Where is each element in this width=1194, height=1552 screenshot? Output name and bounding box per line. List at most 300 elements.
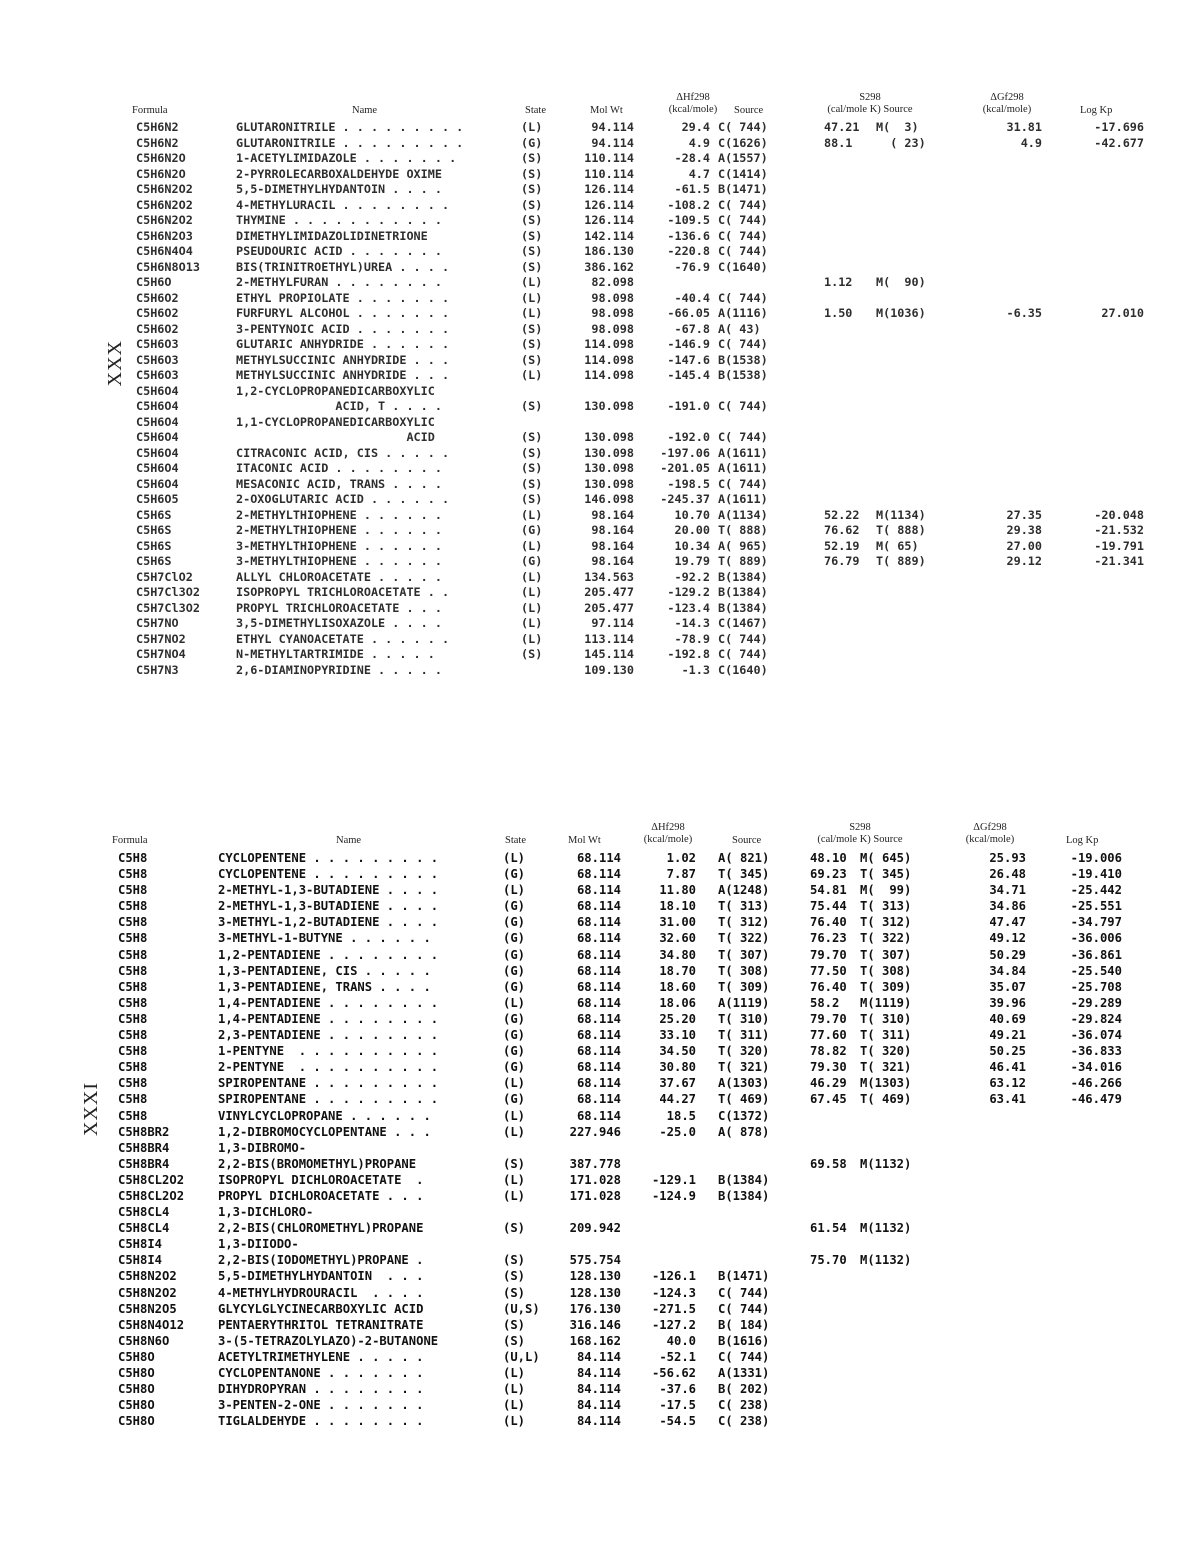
formula-cell: C5H6N2O2 — [136, 182, 193, 196]
mol-wt-cell: 68.114 — [576, 979, 621, 994]
state-cell: (G) — [503, 979, 526, 994]
state-cell: (L) — [521, 368, 543, 382]
state-cell: (L) — [503, 1108, 526, 1123]
formula-cell: C5H8 — [118, 979, 148, 994]
dhf-source-cell: T( 310) — [718, 1011, 770, 1026]
dhf-cell: 18.5 — [666, 1108, 696, 1123]
dhf-source-cell: C( 744) — [718, 647, 768, 661]
mol-wt-cell: 110.114 — [584, 166, 634, 181]
state-cell: (S) — [521, 244, 543, 258]
dhf-source-cell: C(1467) — [718, 616, 768, 630]
mol-wt-cell: 68.114 — [576, 1092, 621, 1107]
entropy-source-cell: T( 345) — [860, 867, 912, 882]
state-cell: (L) — [521, 616, 543, 630]
formula-cell: C5H8O — [118, 1398, 155, 1413]
mol-wt-cell: 205.477 — [584, 600, 634, 615]
formula-cell: C5H6O2 — [136, 321, 179, 336]
dhf-cell: 30.80 — [659, 1060, 696, 1075]
formula-cell: C5H8 — [118, 1108, 148, 1123]
table-header — [100, 808, 1140, 850]
state-cell: (L) — [503, 1382, 526, 1397]
table-row — [120, 244, 1150, 260]
dhf-cell: -67.8 — [674, 321, 710, 336]
formula-cell: C5H7Cl3O2 — [136, 600, 200, 615]
name-cell: 1,1-CYCLOPROPANEDICARBOXYLIC — [236, 414, 435, 429]
state-cell: (S) — [521, 461, 543, 475]
dhf-cell: -17.5 — [659, 1398, 696, 1413]
table-row — [120, 632, 1150, 648]
name-cell: 2-METHYL-1,3-BUTADIENE . . . . — [218, 899, 439, 914]
name-cell: GLUTARONITRILE . . . . . . . . . — [236, 120, 464, 134]
formula-cell: C5H8N4O12 — [118, 1317, 185, 1332]
name-cell: BIS(TRINITROETHYL)UREA . . . . — [236, 259, 450, 274]
dhf-source-cell: B(1538) — [718, 352, 768, 367]
name-cell: PROPYL DICHLOROACETATE . . . — [218, 1188, 424, 1203]
dhf-source-cell: C( 744) — [718, 244, 768, 258]
table-row — [100, 1140, 1140, 1156]
entropy-cell: 52.19 — [824, 538, 860, 553]
name-cell: 3-PENTEN-2-ONE . . . . . . . — [218, 1398, 424, 1413]
dhf-source-cell: C( 744) — [718, 399, 768, 413]
thermo-table-lower — [100, 808, 1140, 1429]
name-cell: 3-METHYLTHIOPHENE . . . . . . — [236, 538, 442, 553]
formula-cell: C5H7Cl3O2 — [136, 585, 200, 599]
formula-cell: C5H7NO2 — [136, 631, 186, 646]
dhf-source-cell: T( 322) — [718, 931, 770, 946]
dhf-cell: 18.70 — [659, 963, 696, 978]
dgf-cell: 27.00 — [1006, 538, 1042, 553]
dhf-source-cell: B(1538) — [718, 368, 768, 382]
state-cell: (S) — [503, 1317, 526, 1332]
dhf-cell: -54.5 — [659, 1414, 696, 1429]
formula-cell: C5H6N2 — [136, 135, 179, 150]
entropy-cell: 79.30 — [810, 1060, 847, 1075]
entropy-source-cell: T( 320) — [860, 1044, 912, 1059]
formula-cell: C5H8 — [118, 1011, 148, 1026]
name-cell: 1-PENTYNE . . . . . . . . . . — [218, 1044, 439, 1059]
page-label-upper: XXX — [104, 340, 126, 387]
name-cell: PROPYL TRICHLOROACETATE . . . — [236, 600, 442, 615]
state-cell: (L) — [521, 600, 543, 615]
name-cell: SPIROPENTANE . . . . . . . . . — [218, 1076, 439, 1091]
state-cell: (S) — [521, 182, 543, 196]
name-cell: DIMETHYLIMIDAZOLIDINETRIONE — [236, 228, 428, 243]
state-cell: (G) — [503, 899, 526, 914]
name-cell: 4-METHYLURACIL . . . . . . . . — [236, 197, 450, 212]
dhf-source-cell: C(1626) — [718, 135, 768, 150]
dhf-cell: -146.9 — [667, 337, 710, 351]
dgf-cell: 47.47 — [989, 915, 1026, 930]
formula-cell: C5H8 — [118, 1028, 148, 1043]
mol-wt-cell: 126.114 — [584, 213, 634, 227]
table-row — [100, 995, 1140, 1011]
dhf-source-cell: B(1616) — [718, 1333, 770, 1348]
state-cell: (L) — [503, 1188, 526, 1203]
logkp-cell: -29.824 — [1070, 1011, 1122, 1026]
table-row — [100, 1268, 1140, 1284]
name-cell: 2,3-PENTADIENE . . . . . . . . — [218, 1028, 439, 1043]
table-row — [120, 353, 1150, 369]
dhf-source-cell: B(1384) — [718, 1188, 770, 1203]
state-cell: (G) — [503, 1028, 526, 1043]
dhf-source-cell: T( 321) — [718, 1060, 770, 1075]
dhf-source-cell: A(1134) — [718, 507, 768, 522]
formula-cell: C5H8 — [118, 1076, 148, 1091]
table-row — [100, 1220, 1140, 1236]
state-cell: (S) — [521, 321, 543, 336]
state-cell: (L) — [503, 883, 526, 898]
table-row — [120, 430, 1150, 446]
logkp-cell: -25.708 — [1070, 979, 1122, 994]
table-row — [100, 882, 1140, 898]
dhf-cell: -61.5 — [674, 182, 710, 196]
table-row — [120, 167, 1150, 183]
dhf-source-cell: C(1640) — [718, 259, 768, 274]
formula-cell: C5H6O4 — [136, 445, 179, 460]
entropy-cell: 77.50 — [810, 963, 847, 978]
entropy-source-cell: T( 309) — [860, 979, 912, 994]
dhf-source-cell: T( 312) — [718, 915, 770, 930]
entropy-source-cell: T( 311) — [860, 1028, 912, 1043]
dhf-source-cell: A(1303) — [718, 1076, 770, 1091]
dhf-source-cell: C( 744) — [718, 120, 768, 134]
dhf-cell: 25.20 — [659, 1011, 696, 1026]
dhf-source-cell: A(1248) — [718, 883, 770, 898]
mol-wt-cell: 94.114 — [591, 120, 634, 134]
name-cell: CYCLOPENTANONE . . . . . . . — [218, 1366, 424, 1380]
dhf-cell: -129.2 — [667, 585, 710, 599]
dhf-cell: 11.80 — [659, 883, 696, 898]
name-cell: SPIROPENTANE . . . . . . . . . — [218, 1092, 439, 1107]
mol-wt-cell: 171.028 — [569, 1188, 621, 1203]
table-row — [120, 663, 1150, 679]
state-cell: (G) — [503, 963, 526, 978]
dhf-source-cell: C( 744) — [718, 228, 768, 243]
formula-cell: C5H6O3 — [136, 352, 179, 367]
mol-wt-cell: 114.098 — [584, 368, 634, 382]
table-row — [120, 446, 1150, 462]
header-dgf: ΔGf298 (kcal/mole) — [982, 92, 1032, 115]
dhf-source-cell: A(1611) — [718, 461, 768, 475]
name-cell: 2,6-DIAMINOPYRIDINE . . . . . — [236, 662, 442, 677]
dhf-source-cell: B(1471) — [718, 1269, 770, 1284]
formula-cell: C5H6S — [136, 523, 172, 537]
mol-wt-cell: 98.098 — [591, 290, 634, 305]
dgf-cell: 49.12 — [989, 931, 1026, 946]
dhf-source-cell: C( 744) — [718, 290, 768, 305]
table-row — [100, 1285, 1140, 1301]
name-cell: CYCLOPENTENE . . . . . . . . . — [218, 867, 439, 882]
mol-wt-cell: 98.164 — [591, 538, 634, 553]
logkp-cell: 27.010 — [1101, 306, 1144, 320]
dhf-cell: 18.06 — [659, 995, 696, 1010]
state-cell: (G) — [503, 947, 526, 962]
name-cell: 1,3-DIBROMO- — [218, 1140, 307, 1155]
state-cell: (L) — [521, 275, 543, 289]
formula-cell: C5H8N6O — [118, 1333, 170, 1348]
formula-cell: C5H6O2 — [136, 290, 179, 305]
dhf-source-cell: C( 238) — [718, 1398, 770, 1413]
logkp-cell: -19.410 — [1070, 867, 1122, 882]
table-row — [100, 1091, 1140, 1107]
name-cell: 2,2-BIS(CHLOROMETHYL)PROPANE — [218, 1221, 424, 1236]
formula-cell: C5H8CL2O2 — [118, 1172, 185, 1187]
dhf-source-cell: A(1611) — [718, 445, 768, 460]
formula-cell: C5H6S — [136, 538, 172, 553]
formula-cell: C5H8 — [118, 915, 148, 930]
dhf-source-cell: B(1471) — [718, 182, 768, 196]
dgf-cell: 27.35 — [1006, 507, 1042, 522]
dhf-cell: -37.6 — [659, 1382, 696, 1397]
mol-wt-cell: 145.114 — [584, 647, 634, 661]
state-cell: (L) — [521, 120, 543, 134]
mol-wt-cell: 98.164 — [591, 507, 634, 522]
name-cell: VINYLCYCLOPROPANE . . . . . . — [218, 1108, 431, 1123]
entropy-cell: 78.82 — [810, 1044, 847, 1059]
name-cell: PSEUDOURIC ACID . . . . . . . — [236, 244, 442, 258]
state-cell: (S) — [503, 1333, 526, 1348]
table-row — [100, 898, 1140, 914]
logkp-cell: -36.833 — [1070, 1044, 1122, 1059]
formula-cell: C5H8BR2 — [118, 1124, 170, 1139]
name-cell: 1,4-PENTADIENE . . . . . . . . — [218, 995, 439, 1010]
entropy-source-cell: T( 469) — [860, 1092, 912, 1107]
entropy-cell: 1.12 — [824, 275, 853, 289]
name-cell: FURFURYL ALCOHOL . . . . . . . — [236, 306, 450, 320]
table-row — [100, 1204, 1140, 1220]
table-header — [120, 78, 1150, 120]
formula-cell: C5H8I4 — [118, 1237, 163, 1252]
dhf-source-cell: A(1331) — [718, 1366, 770, 1380]
table-row — [100, 1172, 1140, 1188]
mol-wt-cell: 126.114 — [584, 197, 634, 212]
formula-cell: C5H8 — [118, 1044, 148, 1059]
dhf-source-cell: A( 965) — [718, 538, 768, 553]
header-dgf: ΔGf298 (kcal/mole) — [965, 822, 1015, 845]
mol-wt-cell: 168.162 — [569, 1333, 621, 1348]
formula-cell: C5H6N2O2 — [136, 197, 193, 212]
table-row — [100, 1317, 1140, 1333]
header-dhf: ΔHf298 (kcal/mole) — [643, 822, 693, 845]
dhf-source-cell: A( 43) — [718, 321, 761, 336]
mol-wt-cell: 110.114 — [584, 151, 634, 165]
name-cell: 2,2-BIS(IODOMETHYL)PROPANE . — [218, 1253, 424, 1268]
formula-cell: C5H8 — [118, 851, 148, 865]
table-row — [120, 213, 1150, 229]
mol-wt-cell: 146.098 — [584, 492, 634, 506]
name-cell: 1,2-CYCLOPROPANEDICARBOXYLIC — [236, 383, 435, 398]
dhf-cell: -127.2 — [651, 1317, 696, 1332]
logkp-cell: -21.532 — [1094, 523, 1144, 537]
table-row — [100, 1397, 1140, 1413]
mol-wt-cell: 68.114 — [576, 915, 621, 930]
formula-cell: C5H8CL4 — [118, 1221, 170, 1236]
entropy-source-cell: M( 3) — [876, 120, 919, 134]
mol-wt-cell: 114.098 — [584, 337, 634, 351]
formula-cell: C5H8 — [118, 963, 148, 978]
dhf-source-cell: C( 744) — [718, 337, 768, 351]
table-row — [100, 1108, 1140, 1124]
dhf-cell: 44.27 — [659, 1092, 696, 1107]
mol-wt-cell: 205.477 — [584, 585, 634, 599]
table-row — [120, 415, 1150, 431]
mol-wt-cell: 84.114 — [576, 1366, 621, 1380]
entropy-cell: 79.70 — [810, 1011, 847, 1026]
name-cell: TIGLALDEHYDE . . . . . . . . — [218, 1414, 424, 1429]
name-cell: ITACONIC ACID . . . . . . . . — [236, 461, 442, 475]
mol-wt-cell: 128.130 — [569, 1285, 621, 1300]
mol-wt-cell: 84.114 — [576, 1382, 621, 1397]
logkp-cell: -34.797 — [1070, 915, 1122, 930]
dhf-cell: 32.60 — [659, 931, 696, 946]
name-cell: ISOPROPYL TRICHLOROACETATE . . — [236, 585, 450, 599]
table-row — [120, 508, 1150, 524]
dhf-cell: 34.80 — [659, 947, 696, 962]
entropy-cell: 67.45 — [810, 1092, 847, 1107]
logkp-cell: -25.442 — [1070, 883, 1122, 898]
dhf-cell: 10.34 — [674, 538, 710, 553]
table-row — [120, 477, 1150, 493]
dhf-cell: -147.6 — [667, 352, 710, 367]
table-row — [120, 322, 1150, 338]
table-row — [120, 585, 1150, 601]
dhf-cell: -52.1 — [659, 1349, 696, 1364]
name-cell: 1,3-DICHLORO- — [218, 1205, 314, 1220]
dhf-source-cell: T( 345) — [718, 867, 770, 882]
mol-wt-cell: 68.114 — [576, 1076, 621, 1091]
entropy-source-cell: T( 888) — [876, 523, 926, 537]
formula-cell: C5H8 — [118, 1092, 148, 1107]
logkp-cell: -46.266 — [1070, 1076, 1122, 1091]
state-cell: (L) — [521, 507, 543, 522]
dhf-cell: -25.0 — [659, 1124, 696, 1139]
table-row — [100, 1413, 1140, 1429]
dhf-cell: -145.4 — [667, 368, 710, 382]
table-row — [100, 1252, 1140, 1268]
state-cell: (G) — [503, 867, 526, 882]
formula-cell: C5H8N2O5 — [118, 1301, 177, 1316]
formula-cell: C5H7N3 — [136, 662, 179, 677]
mol-wt-cell: 109.130 — [584, 662, 634, 677]
formula-cell: C5H8O — [118, 1414, 155, 1429]
dhf-cell: -109.5 — [667, 213, 710, 227]
dgf-cell: 63.41 — [989, 1092, 1026, 1107]
name-cell: 3-METHYL-1,2-BUTADIENE . . . . — [218, 915, 439, 930]
table-row — [120, 368, 1150, 384]
dhf-cell: -14.3 — [674, 616, 710, 630]
state-cell: (U,S) — [503, 1301, 540, 1316]
dhf-source-cell: C( 744) — [718, 197, 768, 212]
mol-wt-cell: 113.114 — [584, 631, 634, 646]
mol-wt-cell: 68.114 — [576, 851, 621, 865]
name-cell: 1-ACETYLIMIDAZOLE . . . . . . . — [236, 151, 457, 165]
state-cell: (S) — [521, 151, 543, 165]
dhf-source-cell: T( 308) — [718, 963, 770, 978]
table-row — [100, 850, 1140, 866]
dhf-source-cell: C( 744) — [718, 430, 768, 444]
dgf-cell: 40.69 — [989, 1011, 1026, 1026]
name-cell: 1,3-PENTADIENE, TRANS . . . . — [218, 979, 431, 994]
dgf-cell: 50.25 — [989, 1044, 1026, 1059]
dhf-cell: 29.4 — [681, 120, 710, 134]
logkp-cell: -34.016 — [1070, 1060, 1122, 1075]
table-body — [120, 120, 1150, 678]
mol-wt-cell: 68.114 — [576, 931, 621, 946]
entropy-cell: 88.1 — [824, 135, 853, 150]
formula-cell: C5H6N8O13 — [136, 259, 200, 274]
table-row — [100, 1333, 1140, 1349]
dhf-cell: -271.5 — [651, 1301, 696, 1316]
mol-wt-cell: 128.130 — [569, 1269, 621, 1284]
formula-cell: C5H6S — [136, 554, 172, 568]
header-state: State — [505, 835, 526, 846]
formula-cell: C5H6N2O2 — [136, 213, 193, 227]
formula-cell: C5H8CL2O2 — [118, 1188, 185, 1203]
dhf-cell: -76.9 — [674, 259, 710, 274]
mol-wt-cell: 98.098 — [591, 306, 634, 320]
entropy-source-cell: M( 99) — [860, 883, 912, 898]
dhf-cell: -201.05 — [660, 461, 710, 475]
header-logkp: Log Kp — [1080, 105, 1113, 116]
thermo-table-upper — [120, 78, 1150, 678]
state-cell: (G) — [521, 554, 543, 568]
mol-wt-cell: 134.563 — [584, 569, 634, 584]
state-cell: (L) — [521, 631, 543, 646]
state-cell: (G) — [503, 1060, 526, 1075]
dhf-cell: -245.37 — [660, 492, 710, 506]
header-mol-wt: Mol Wt — [568, 835, 601, 846]
dgf-cell: 35.07 — [989, 979, 1026, 994]
table-row — [120, 120, 1150, 136]
name-cell: ACETYLTRIMETHYLENE . . . . . — [218, 1349, 424, 1364]
mol-wt-cell: 386.162 — [584, 259, 634, 274]
state-cell: (S) — [521, 337, 543, 351]
entropy-source-cell: T( 308) — [860, 963, 912, 978]
entropy-cell: 76.23 — [810, 931, 847, 946]
name-cell: ETHYL CYANOACETATE . . . . . . — [236, 631, 450, 646]
mol-wt-cell: 97.114 — [591, 616, 634, 630]
name-cell: 1,2-DIBROMOCYCLOPENTANE . . . — [218, 1124, 431, 1139]
name-cell: 5,5-DIMETHYLHYDANTOIN . . . . — [236, 182, 442, 196]
entropy-cell: 69.58 — [810, 1156, 847, 1171]
dhf-source-cell: A( 878) — [718, 1124, 770, 1139]
page-label-lower: XXXI — [80, 1082, 102, 1136]
name-cell: 3-METHYLTHIOPHENE . . . . . . — [236, 554, 442, 568]
logkp-cell: -36.861 — [1070, 947, 1122, 962]
state-cell: (L) — [521, 538, 543, 553]
entropy-source-cell: M(1132) — [860, 1156, 912, 1171]
formula-cell: C5H8 — [118, 1060, 148, 1075]
dhf-source-cell: B(1384) — [718, 569, 768, 584]
table-row — [100, 1011, 1140, 1027]
state-cell: (G) — [521, 523, 543, 537]
dhf-source-cell: C( 744) — [718, 1349, 770, 1364]
dhf-cell: -1.3 — [681, 662, 710, 677]
table-row — [100, 1381, 1140, 1397]
dhf-cell: -78.9 — [674, 631, 710, 646]
header-s: S298 (cal/mole K) Source — [827, 92, 913, 115]
name-cell: 1,3-PENTADIENE, CIS . . . . . — [218, 963, 431, 978]
dhf-source-cell: C(1372) — [718, 1108, 770, 1123]
entropy-cell: 61.54 — [810, 1221, 847, 1236]
entropy-cell: 77.60 — [810, 1028, 847, 1043]
formula-cell: C5H6O4 — [136, 430, 179, 444]
table-row — [120, 492, 1150, 508]
formula-cell: C5H8O — [118, 1349, 155, 1364]
logkp-cell: -36.074 — [1070, 1028, 1122, 1043]
mol-wt-cell: 227.946 — [569, 1124, 621, 1139]
dgf-cell: 26.48 — [989, 867, 1026, 882]
